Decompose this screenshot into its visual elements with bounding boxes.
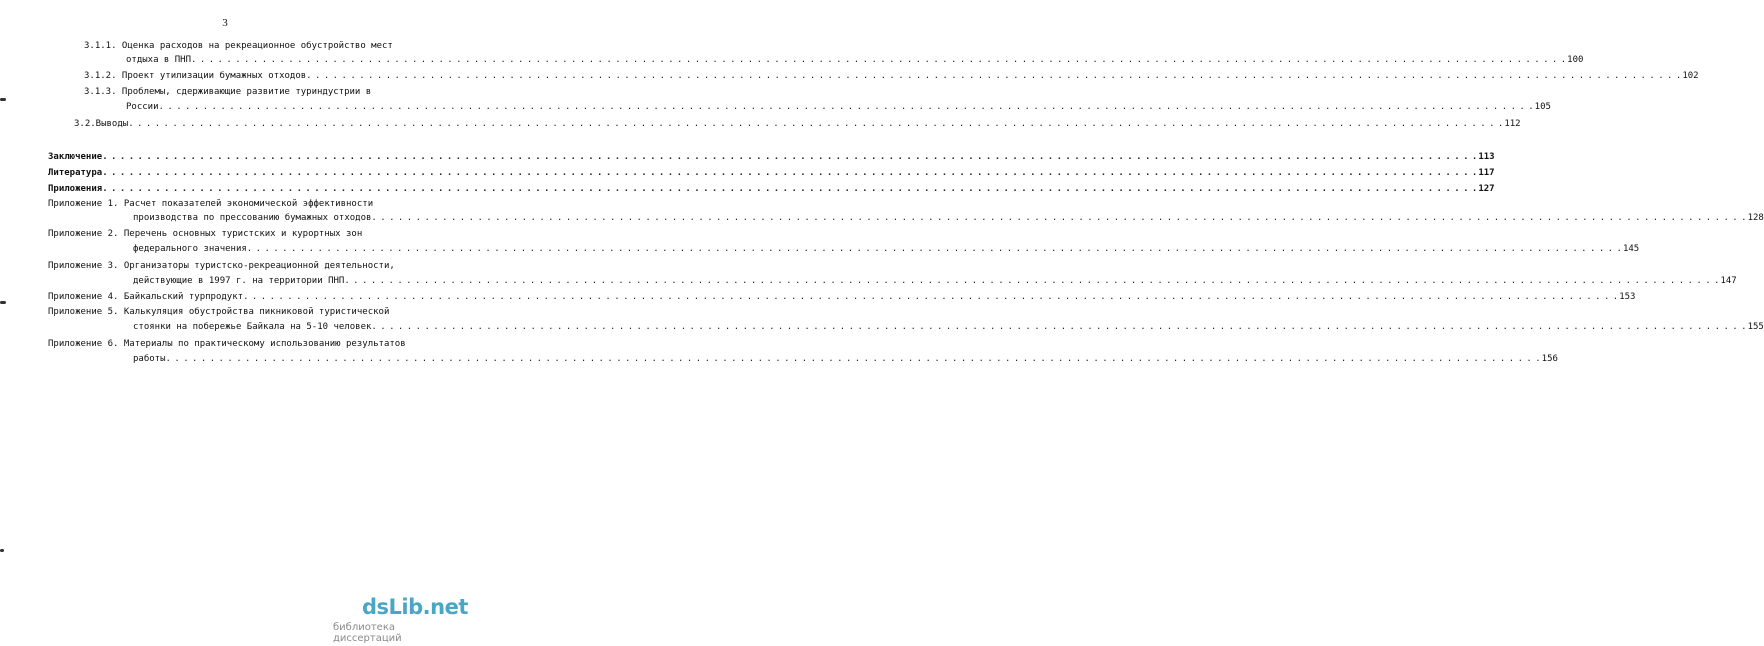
scan-mark xyxy=(0,98,6,101)
leader-dots xyxy=(102,151,1476,164)
toc-page-number: 145 xyxy=(1622,244,1640,254)
toc-entry-appendix-3[interactable]: Приложение 3. Организаторы туристско-рекреационной деятельности, xyxy=(48,261,395,271)
scan-mark xyxy=(0,301,6,304)
leader-dots xyxy=(102,167,1476,180)
toc-entry-label: федерального значения xyxy=(133,244,247,254)
toc-entry-appendix-1-cont[interactable] xyxy=(133,212,1764,225)
toc-entry-label: работы xyxy=(133,354,166,364)
toc-entry-label: Приложения xyxy=(48,184,103,194)
toc-entry-label: Литература xyxy=(48,168,103,178)
toc-page-number: 156 xyxy=(1541,354,1558,364)
toc-page-number: 147 xyxy=(1720,276,1737,286)
leader-dots xyxy=(166,353,1540,366)
page-number: 3 xyxy=(222,17,228,29)
toc-entry-appendix-6-cont[interactable] xyxy=(133,353,1558,366)
toc-entry-3-1-1-cont[interactable] xyxy=(126,54,1584,67)
toc-entry-label: производства по прессованию бумажных отходов xyxy=(133,213,372,223)
toc-entry-appendix-5[interactable]: Приложение 5. Калькуляция обустройства пикниковой туристической xyxy=(48,307,390,317)
toc-page-number: 117 xyxy=(1478,168,1495,178)
toc-page-number: 105 xyxy=(1534,102,1551,112)
watermark-logo: dsLib.net xyxy=(362,595,468,619)
toc-page-number: 128 xyxy=(1747,213,1764,223)
toc-entry-appendix-6[interactable]: Приложение 6. Материалы по практическому использованию результатов xyxy=(48,339,406,349)
leader-dots xyxy=(159,101,1533,114)
toc-entry-label: стоянки на побережье Байкала на 5-10 человек xyxy=(133,322,372,332)
toc-entry-label: отдыха в ПНП xyxy=(126,55,192,65)
leader-dots xyxy=(243,291,1617,304)
toc-page-number: 100 xyxy=(1567,55,1584,65)
toc-entry-appendix-5-cont[interactable] xyxy=(133,321,1764,334)
leader-dots xyxy=(371,321,1745,334)
toc-page-number: 153 xyxy=(1619,292,1636,302)
toc-entry-label: Приложение 4. Байкальский турпродукт xyxy=(48,292,244,302)
toc-entry-label: России xyxy=(126,102,159,112)
scan-mark xyxy=(0,549,4,552)
toc-page-number: 127 xyxy=(1478,184,1495,194)
leader-dots xyxy=(344,275,1718,288)
leader-dots xyxy=(128,118,1502,131)
toc-page-number: 155 xyxy=(1747,322,1764,332)
toc-entry-appendix-4[interactable] xyxy=(48,291,1636,304)
toc-page-number: 102 xyxy=(1682,71,1699,81)
toc-entry-label: 3.1.2. Проект утилизации бумажных отходов xyxy=(84,71,307,81)
toc-entry-conclusion[interactable] xyxy=(48,151,1495,164)
leader-dots xyxy=(371,212,1745,225)
leader-dots xyxy=(191,54,1565,67)
toc-entry-label: Заключение xyxy=(48,152,103,162)
toc-entry-appendices[interactable] xyxy=(48,183,1495,196)
leader-dots xyxy=(247,243,1621,256)
toc-entry-appendix-1[interactable]: Приложение 1. Расчет показателей экономической эффективности xyxy=(48,199,374,209)
leader-dots xyxy=(306,70,1680,83)
toc-entry-3-2[interactable] xyxy=(74,118,1521,131)
toc-entry-appendix-2-cont[interactable] xyxy=(133,243,1640,256)
toc-page-number: 112 xyxy=(1504,119,1521,129)
toc-entry-appendix-2[interactable]: Приложение 2. Перечень основных туристских и курортных зон xyxy=(48,229,363,239)
toc-entry-3-1-1[interactable]: 3.1.1. Оценка расходов на рекреационное обустройство мест xyxy=(84,41,393,51)
toc-entry-3-1-3-cont[interactable] xyxy=(126,101,1551,114)
leader-dots xyxy=(102,183,1476,196)
watermark-subtitle: библиотека диссертаций xyxy=(333,622,402,644)
toc-entry-appendix-3-cont[interactable] xyxy=(133,275,1737,288)
toc-entry-label: действующие в 1997 г. на территории ПНП xyxy=(133,276,345,286)
toc-entry-label: 3.2.Выводы xyxy=(74,119,129,129)
toc-page-number: 113 xyxy=(1478,152,1495,162)
toc-entry-literature[interactable] xyxy=(48,167,1495,180)
toc-entry-3-1-2[interactable] xyxy=(84,70,1699,83)
toc-entry-3-1-3[interactable]: 3.1.3. Проблемы, сдерживающие развитие туриндустрии в xyxy=(84,87,372,97)
